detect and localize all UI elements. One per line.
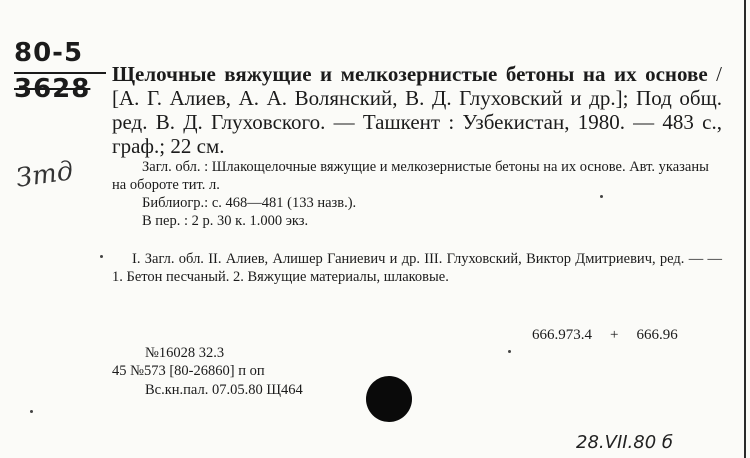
responsibility-publication: / [А. Г. Алиев, А. А. Волянский, В. Д. Глуховский и др.]; Под общ. ред. В. Д. Глуховского. — Ташкент : Узбекистан, 1980. — 483 с., граф.; 22 см. — [112, 62, 722, 158]
shelfmark-bottom: 3628 — [14, 74, 91, 104]
note-price-circulation: В пер. : 2 р. 30 к. 1.000 экз. — [142, 213, 309, 229]
accession-line-3: Вс.кн.пал. 07.05.80 Щ464 — [145, 382, 303, 398]
udc-right: 666.96 — [636, 327, 678, 343]
note-cover-title: Загл. обл. : Шлакощелочные вяжущие и мелкозернистые бетоны на их основе. Авт. указаны на обороте тит. л. — [112, 159, 709, 193]
shelfmark-top: 80-5 — [14, 38, 84, 68]
accession-line-1: №16028 32.3 — [145, 345, 225, 361]
udc-plus: + — [610, 327, 619, 343]
book-title: Щелочные вяжущие и мелкозернистые бетоны на их основе — [112, 62, 708, 86]
bibliographic-description — [112, 62, 722, 158]
udc-left: 666.973.4 — [532, 327, 592, 343]
accession-line-2: 45 №573 [80-26860] п оп — [112, 363, 265, 379]
note-bibliography: Библиогр.: с. 468—481 (133 назв.). — [142, 195, 357, 211]
ink-speck — [30, 410, 33, 413]
handwritten-date: 28.VII.80 б — [576, 432, 674, 453]
tracings: I. Загл. обл. II. Алиев, Алишер Ганиевич и др. III. Глуховский, Виктор Дмитриевич, ред. — — 1. Бетон песчаный. 2. Вяжущие материалы, шлаковые. — [112, 251, 722, 285]
card-edge — [744, 0, 746, 458]
ink-speck — [100, 255, 103, 258]
handwritten-note: Зтд — [14, 156, 76, 194]
shelfmark — [14, 40, 106, 102]
ink-speck — [508, 350, 511, 353]
udc-index — [532, 327, 678, 344]
punch-hole — [366, 376, 412, 422]
ink-speck — [600, 195, 603, 198]
